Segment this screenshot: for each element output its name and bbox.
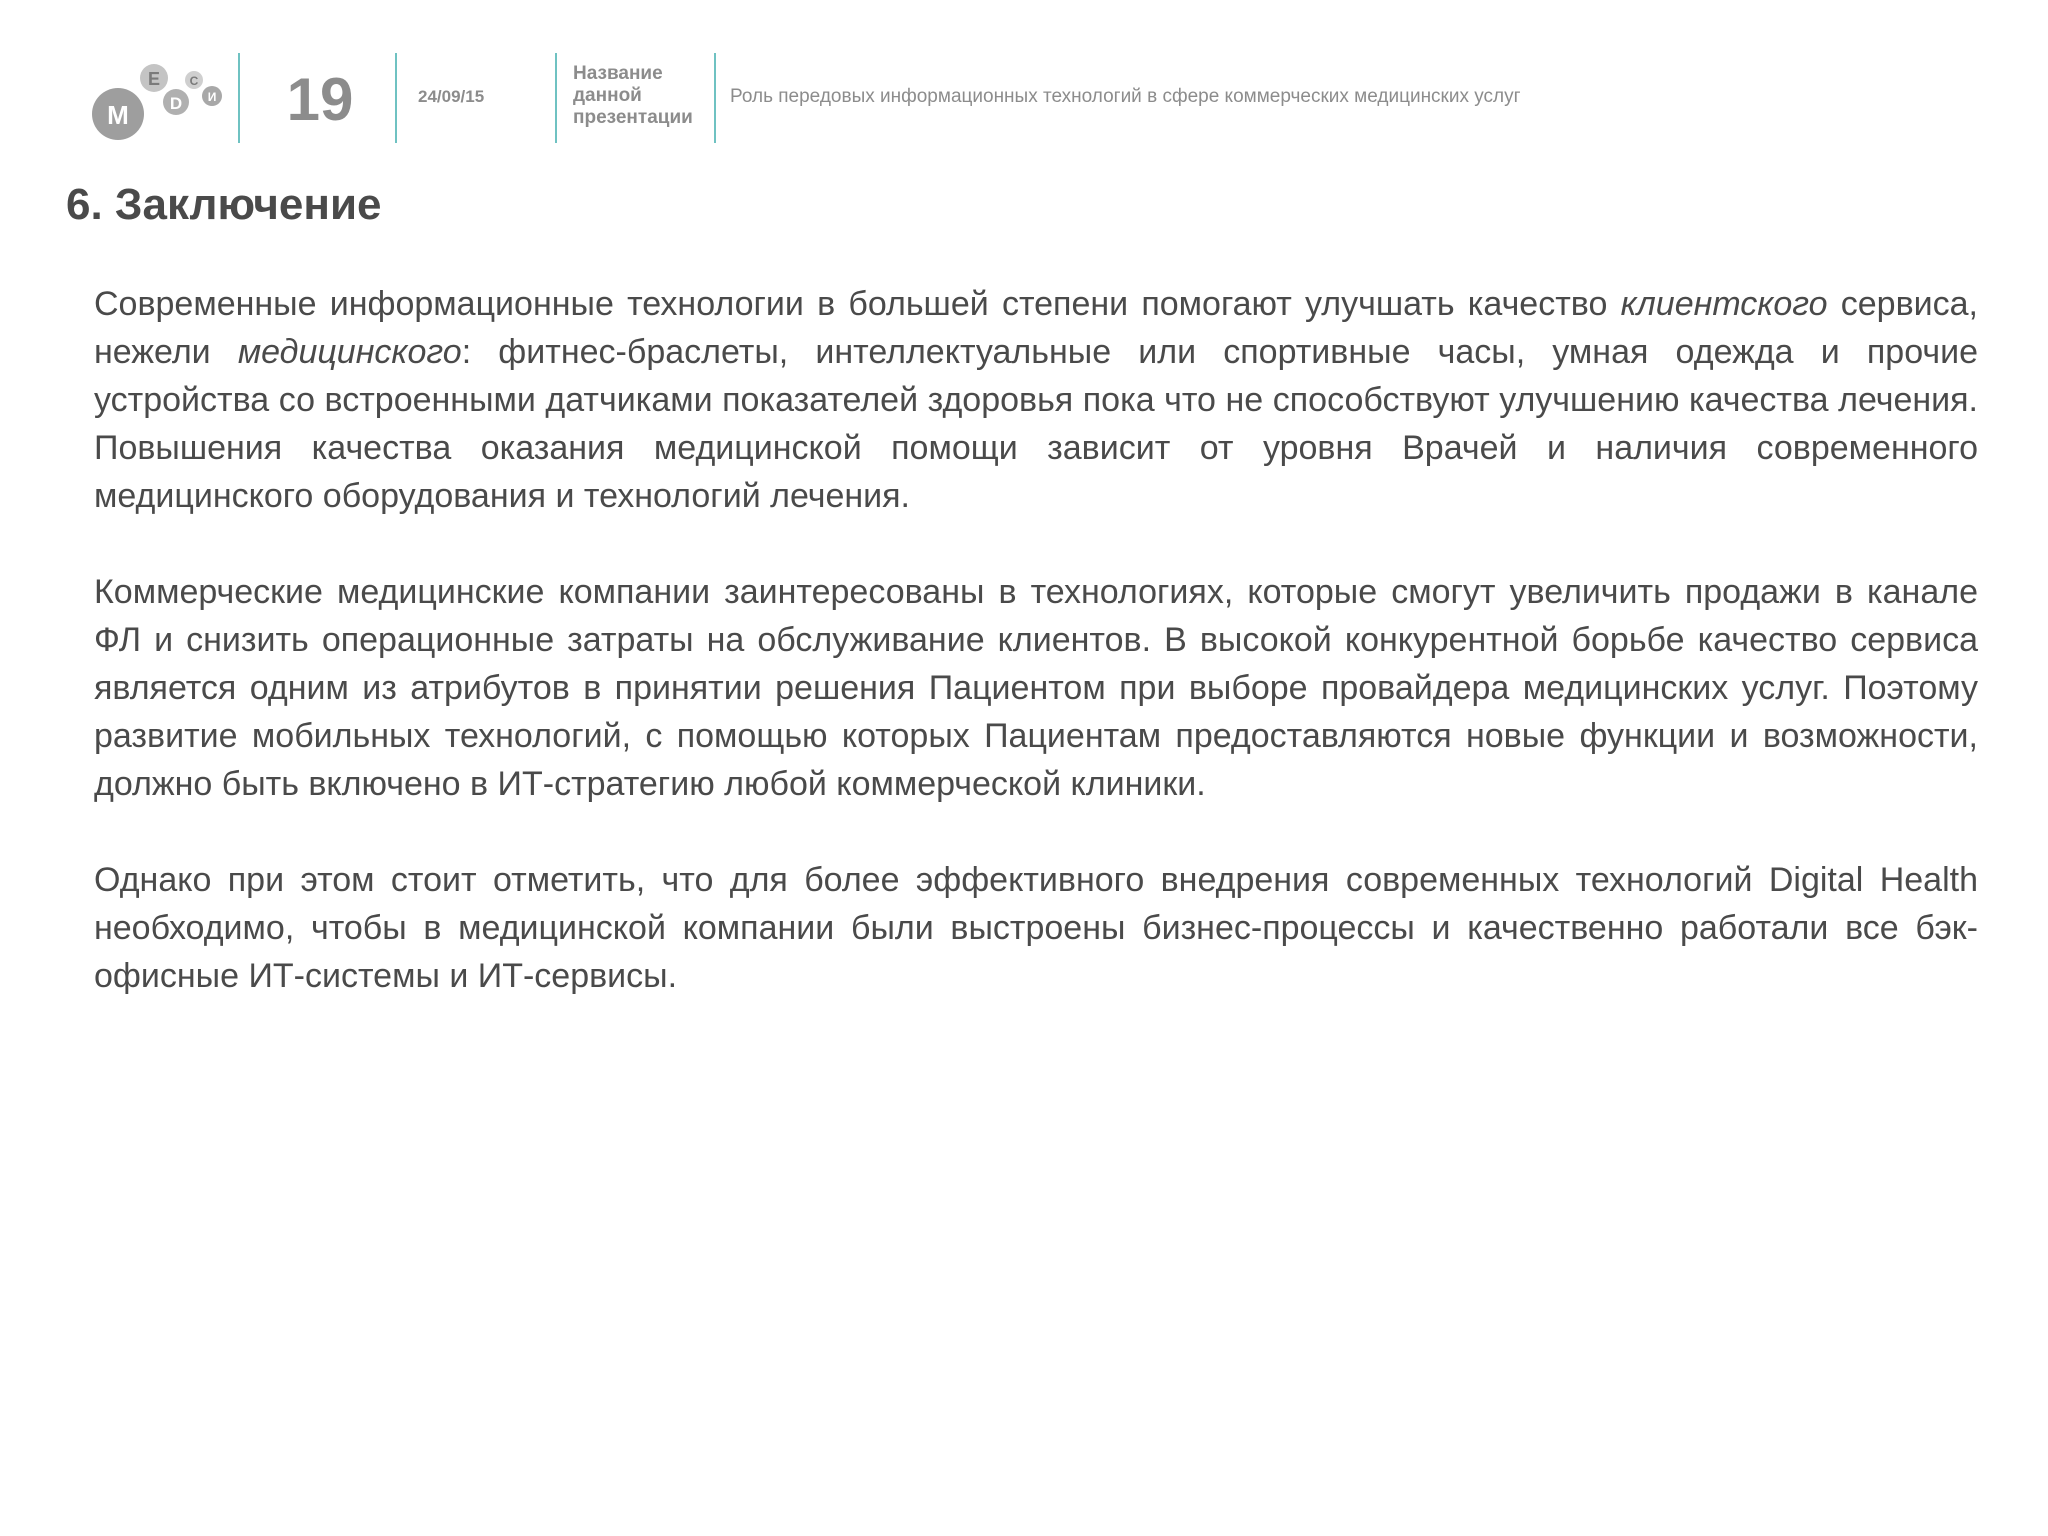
paragraph-3: Однако при этом стоит отметить, что для более эффективного внедрения современных технологий Digital Health необходимо, чтобы в медицинской компании были выстроены бизнес-процессы и качественно работали все бэк-офисные ИТ-системы и ИТ-сервисы. <box>94 861 1978 995</box>
header-divider-2 <box>395 53 397 143</box>
logo-letter-i: И <box>207 90 217 104</box>
paragraph-1 <box>94 280 1978 520</box>
slide-header <box>0 0 2048 160</box>
logo-letter-e: E <box>147 69 161 89</box>
presentation-name: Название данной презентации <box>573 63 693 128</box>
section-title: 6. Заключение <box>66 180 382 229</box>
header-divider-1 <box>238 53 240 143</box>
medsi-logo <box>90 52 230 152</box>
slide-date: 24/09/15 <box>418 87 485 106</box>
presentation-subtitle: Роль передовых информационных технологий в сфере коммерческих медицинских услуг <box>730 86 1521 107</box>
logo-letter-c: C <box>189 74 199 88</box>
paragraph-1-text-c: : фитнес-браслеты, интеллектуальные или спортивные часы, умная одежда и прочие устройства со встроенными датчиками показателей здоровья пока что не способствуют улучшению качества лечения. Повышения качества оказания медицинской помощи зависит от уровня Врачей и наличия современного медицинского оборудования и технологий лечения. <box>94 333 1978 515</box>
header-divider-3 <box>555 53 557 143</box>
paragraph-1-text-a: Современные информационные технологии в большей степени помогают улучшать качество <box>94 285 1621 323</box>
paragraph-1-emphasis-medical: медицинского <box>237 333 462 371</box>
header-divider-4 <box>714 53 716 143</box>
paragraph-2: Коммерческие медицинские компании заинтересованы в технологиях, которые смогут увеличить продажи в канале ФЛ и снизить операционные затраты на обслуживание клиентов. В высокой конкурентной борьбе качество сервиса является одним из атрибутов в принятии решения Пациентом при выборе провайдера медицинских услуг. Поэтому развитие мобильных технологий, с помощью которых Пациентам предоставляются новые функции и возможности, должно быть включено в ИТ-стратегию любой коммерческой клиники. <box>94 573 1978 803</box>
conclusion-body <box>94 280 1978 1048</box>
logo-letter-d: D <box>169 94 183 113</box>
page-number: 19 <box>286 66 354 133</box>
paragraph-1-text-b: сервиса, нежели <box>94 285 1978 371</box>
paragraph-1-emphasis-client: клиентского <box>1620 285 1828 323</box>
logo-letter-m: M <box>107 100 129 130</box>
